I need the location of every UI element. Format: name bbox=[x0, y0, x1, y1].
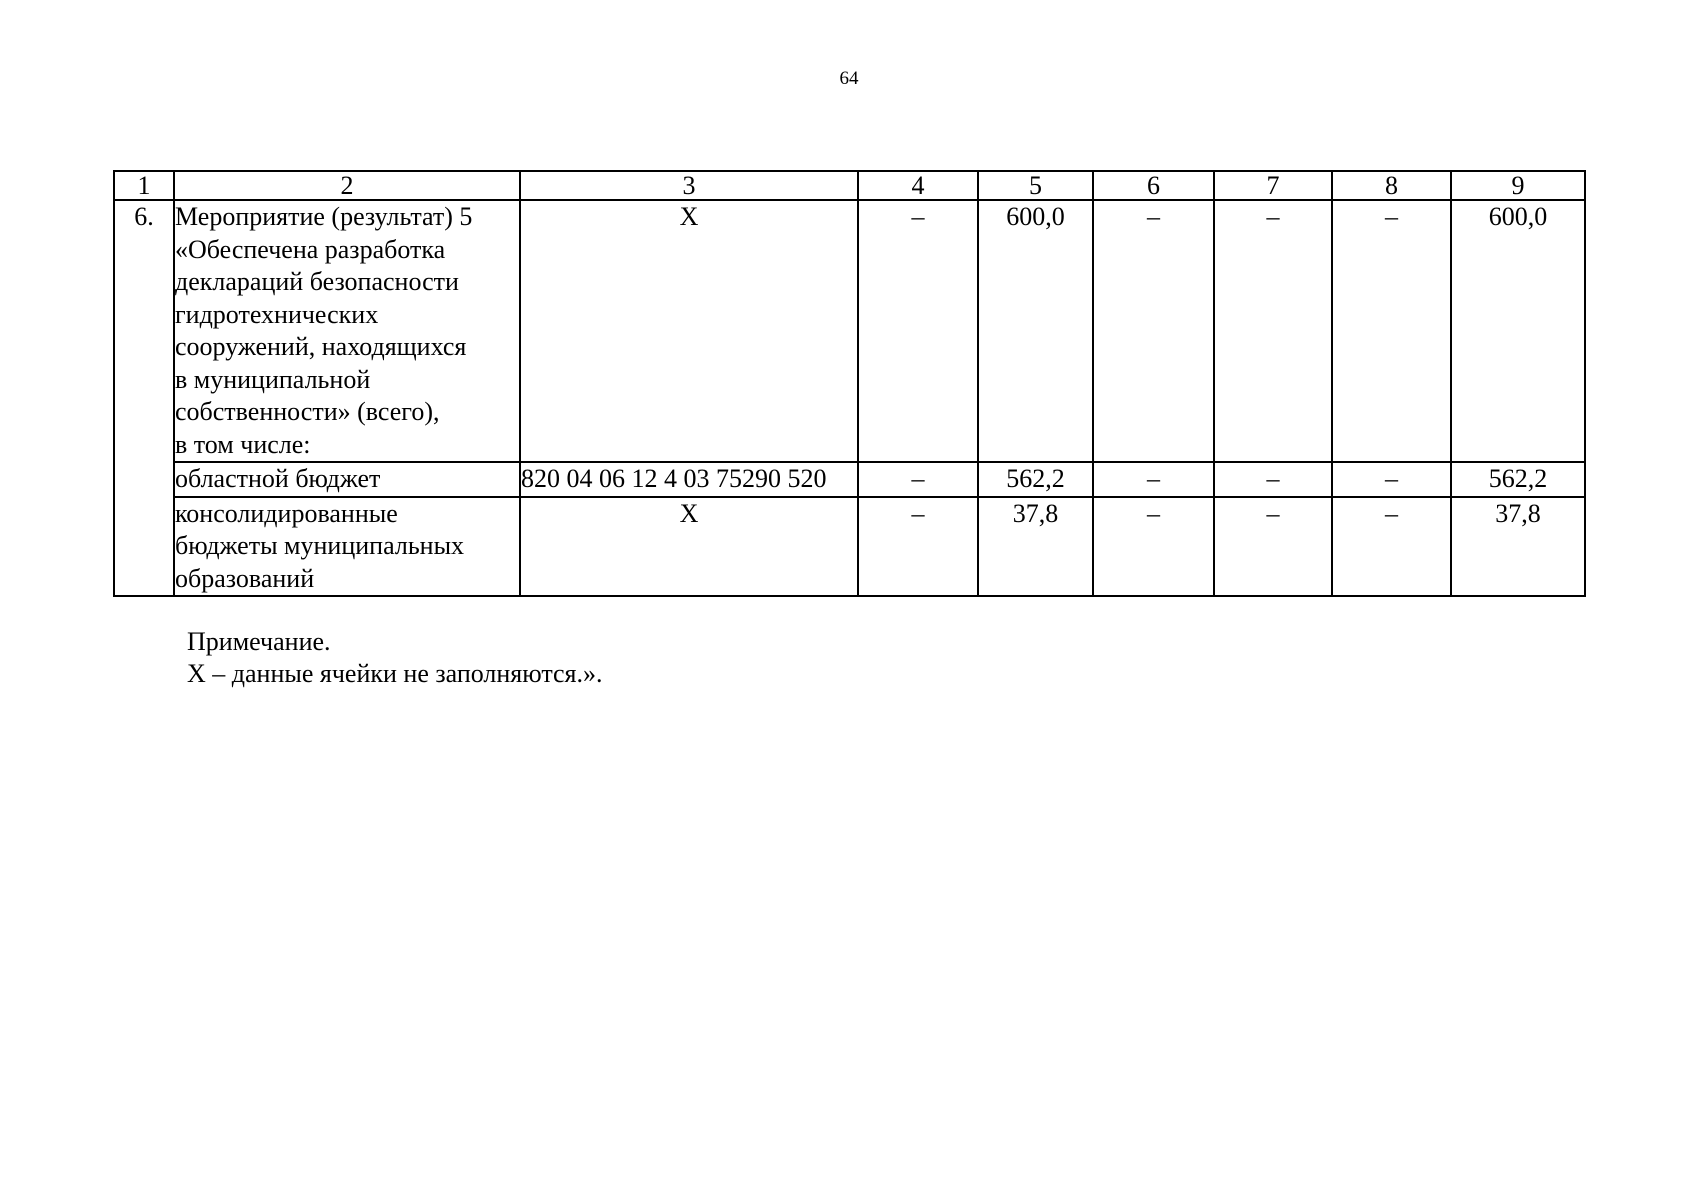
value-cell-7: – bbox=[1214, 200, 1332, 462]
header-cell: 3 bbox=[520, 171, 858, 200]
page-number: 64 bbox=[839, 68, 859, 89]
value-cell-7: – bbox=[1214, 497, 1332, 597]
item-number: 6. bbox=[114, 200, 174, 596]
header-cell: 6 bbox=[1093, 171, 1214, 200]
row-name-line: гидротехнических bbox=[175, 299, 379, 329]
value-cell-5: 37,8 bbox=[978, 497, 1093, 597]
value-cell-4: – bbox=[858, 200, 978, 462]
budget-code-cell: Х bbox=[520, 200, 858, 462]
header-cell: 5 bbox=[978, 171, 1093, 200]
value-cell-9: 562,2 bbox=[1451, 462, 1585, 497]
row-name-line: собственности» (всего), bbox=[175, 397, 440, 426]
table-row-municipal-budgets bbox=[114, 497, 1585, 597]
row-name-line: «Обеспечена разработка bbox=[175, 234, 446, 264]
note-text: Х – данные ячейки не заполняются.». bbox=[187, 659, 603, 688]
row-name bbox=[174, 462, 520, 497]
value-cell-9: 600,0 bbox=[1451, 200, 1585, 462]
value-cell-7: – bbox=[1214, 462, 1332, 497]
row-name-line: образований bbox=[175, 563, 315, 593]
table-row-total bbox=[114, 200, 1585, 462]
value-cell-6: – bbox=[1093, 497, 1214, 597]
table-row-regional-budget bbox=[114, 462, 1585, 497]
value-cell-4: – bbox=[858, 462, 978, 497]
row-name-line: сооружений, находящихся bbox=[175, 332, 467, 361]
header-cell: 1 bbox=[114, 171, 174, 200]
row-name-line: в том числе: bbox=[175, 429, 311, 459]
row-name-line: в муниципальной bbox=[175, 364, 371, 394]
value-cell-6: – bbox=[1093, 462, 1214, 497]
row-name-line: деклараций безопасности bbox=[175, 267, 459, 296]
row-name bbox=[174, 200, 520, 462]
table-header-row bbox=[114, 171, 1585, 200]
value-cell-9: 37,8 bbox=[1451, 497, 1585, 597]
row-name-line: областной бюджет bbox=[175, 464, 381, 493]
row-name-line: консолидированные bbox=[175, 498, 398, 528]
value-cell-8: – bbox=[1332, 497, 1451, 597]
header-cell: 2 bbox=[174, 171, 520, 200]
value-cell-8: – bbox=[1332, 462, 1451, 497]
row-name-line: бюджеты муниципальных bbox=[175, 531, 465, 560]
budget-table bbox=[113, 170, 1586, 597]
value-cell-4: – bbox=[858, 497, 978, 597]
value-cell-5: 600,0 bbox=[978, 200, 1093, 462]
value-cell-6: – bbox=[1093, 200, 1214, 462]
header-cell: 9 bbox=[1451, 171, 1585, 200]
note-title: Примечание. bbox=[187, 627, 331, 656]
header-cell: 7 bbox=[1214, 171, 1332, 200]
value-cell-8: – bbox=[1332, 200, 1451, 462]
header-cell: 8 bbox=[1332, 171, 1451, 200]
header-cell: 4 bbox=[858, 171, 978, 200]
value-cell-5: 562,2 bbox=[978, 462, 1093, 497]
table-note bbox=[187, 626, 603, 690]
row-name-line: Мероприятие (результат) 5 bbox=[175, 202, 473, 231]
budget-code-cell: 820 04 06 12 4 03 75290 520 bbox=[520, 462, 858, 497]
budget-code-cell: Х bbox=[520, 497, 858, 597]
row-name bbox=[174, 497, 520, 597]
